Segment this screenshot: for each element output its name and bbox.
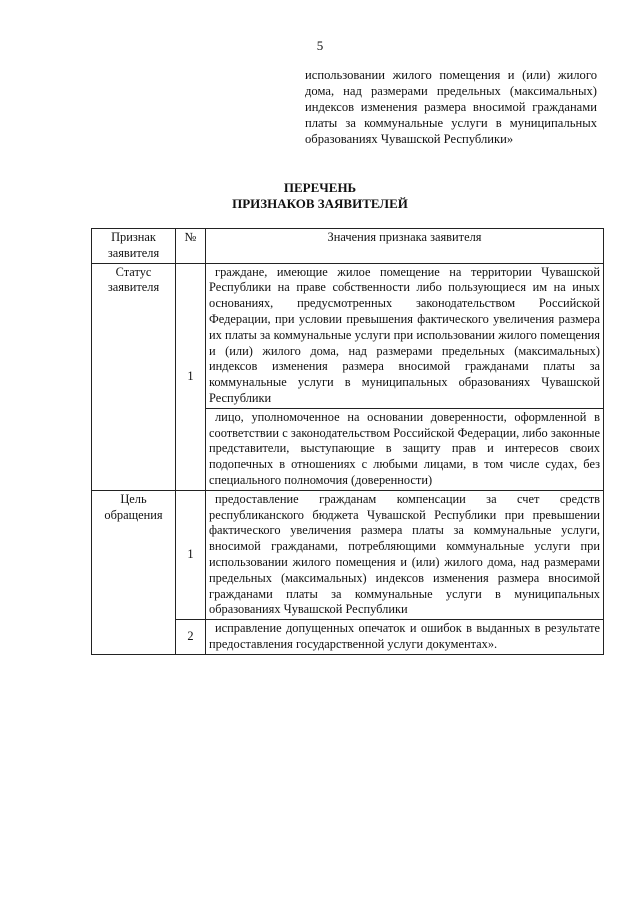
attribute-cell: Статус заявителя — [92, 263, 176, 490]
value-text: предоставление гражданам компенсации за счет средств республиканского бюджета Чувашской Республики при превышении фактического увеличения размера платы за коммунальные услуги, вносимой гражданами, потребляющими коммунальные услуги при использовании жилого помещения и (или) жилого дома, над размерами предельных (максимальных) индексов изменения размера вносимой гражданами платы за коммунальные услуги в муниципальных образованиях Чувашской Республики — [209, 491, 600, 617]
value-cell — [206, 620, 604, 655]
page-number: 5 — [316, 38, 324, 53]
table-header-row — [92, 229, 604, 264]
header-number: № — [176, 229, 206, 264]
intro-text: использовании жилого помещения и (или) жилого дома, над размерами предельных (максимальных) индексов изменения размера вносимой гражданами платы за коммунальные услуги в муниципальных образованиях Чувашской Республики» — [305, 68, 597, 146]
table-row — [92, 490, 604, 619]
title-line-1: ПЕРЕЧЕНЬ — [283, 180, 357, 195]
title-line-2: ПРИЗНАКОВ ЗАЯВИТЕЛЕЙ — [232, 196, 408, 211]
number-cell: 2 — [176, 620, 206, 655]
header-attribute: Признак заявителя — [92, 229, 176, 264]
number-cell: 1 — [176, 490, 206, 619]
value-text: лицо, уполномоченное на основании доверенности, оформленной в соответствии с законодательством Российской Федерации, либо законные представители, выступающие в защиту прав и интересов своих подопечных в отношениях с любыми лицами, в том числе судах, без специального полномочия (доверенности) — [209, 409, 600, 487]
value-cell — [206, 408, 604, 490]
intro-paragraph — [305, 67, 597, 147]
value-text: исправление допущенных опечаток и ошибок в выданных в результате предоставления государственной услуги документах». — [209, 621, 600, 651]
value-cell — [206, 263, 604, 408]
attribute-cell: Цель обращения — [92, 490, 176, 654]
applicant-criteria-table — [91, 228, 604, 655]
table-row — [92, 263, 604, 408]
number-cell: 1 — [176, 263, 206, 490]
document-title — [0, 180, 640, 212]
value-cell — [206, 490, 604, 619]
header-values: Значения признака заявителя — [206, 229, 604, 264]
value-text: граждане, имеющие жилое помещение на территории Чувашской Республики на праве собственности либо пользующиеся им на иных основаниях, предусмотренных законодательством Российской Федерации, при условии превышения фактического увеличения размера их платы за коммунальные услуги при использовании жилого помещения и (или) жилого дома, над размерами предельных (максимальных) индексов изменения размера вносимой гражданами платы за коммунальные услуги в муниципальных образованиях Чувашской Республики — [209, 264, 600, 405]
